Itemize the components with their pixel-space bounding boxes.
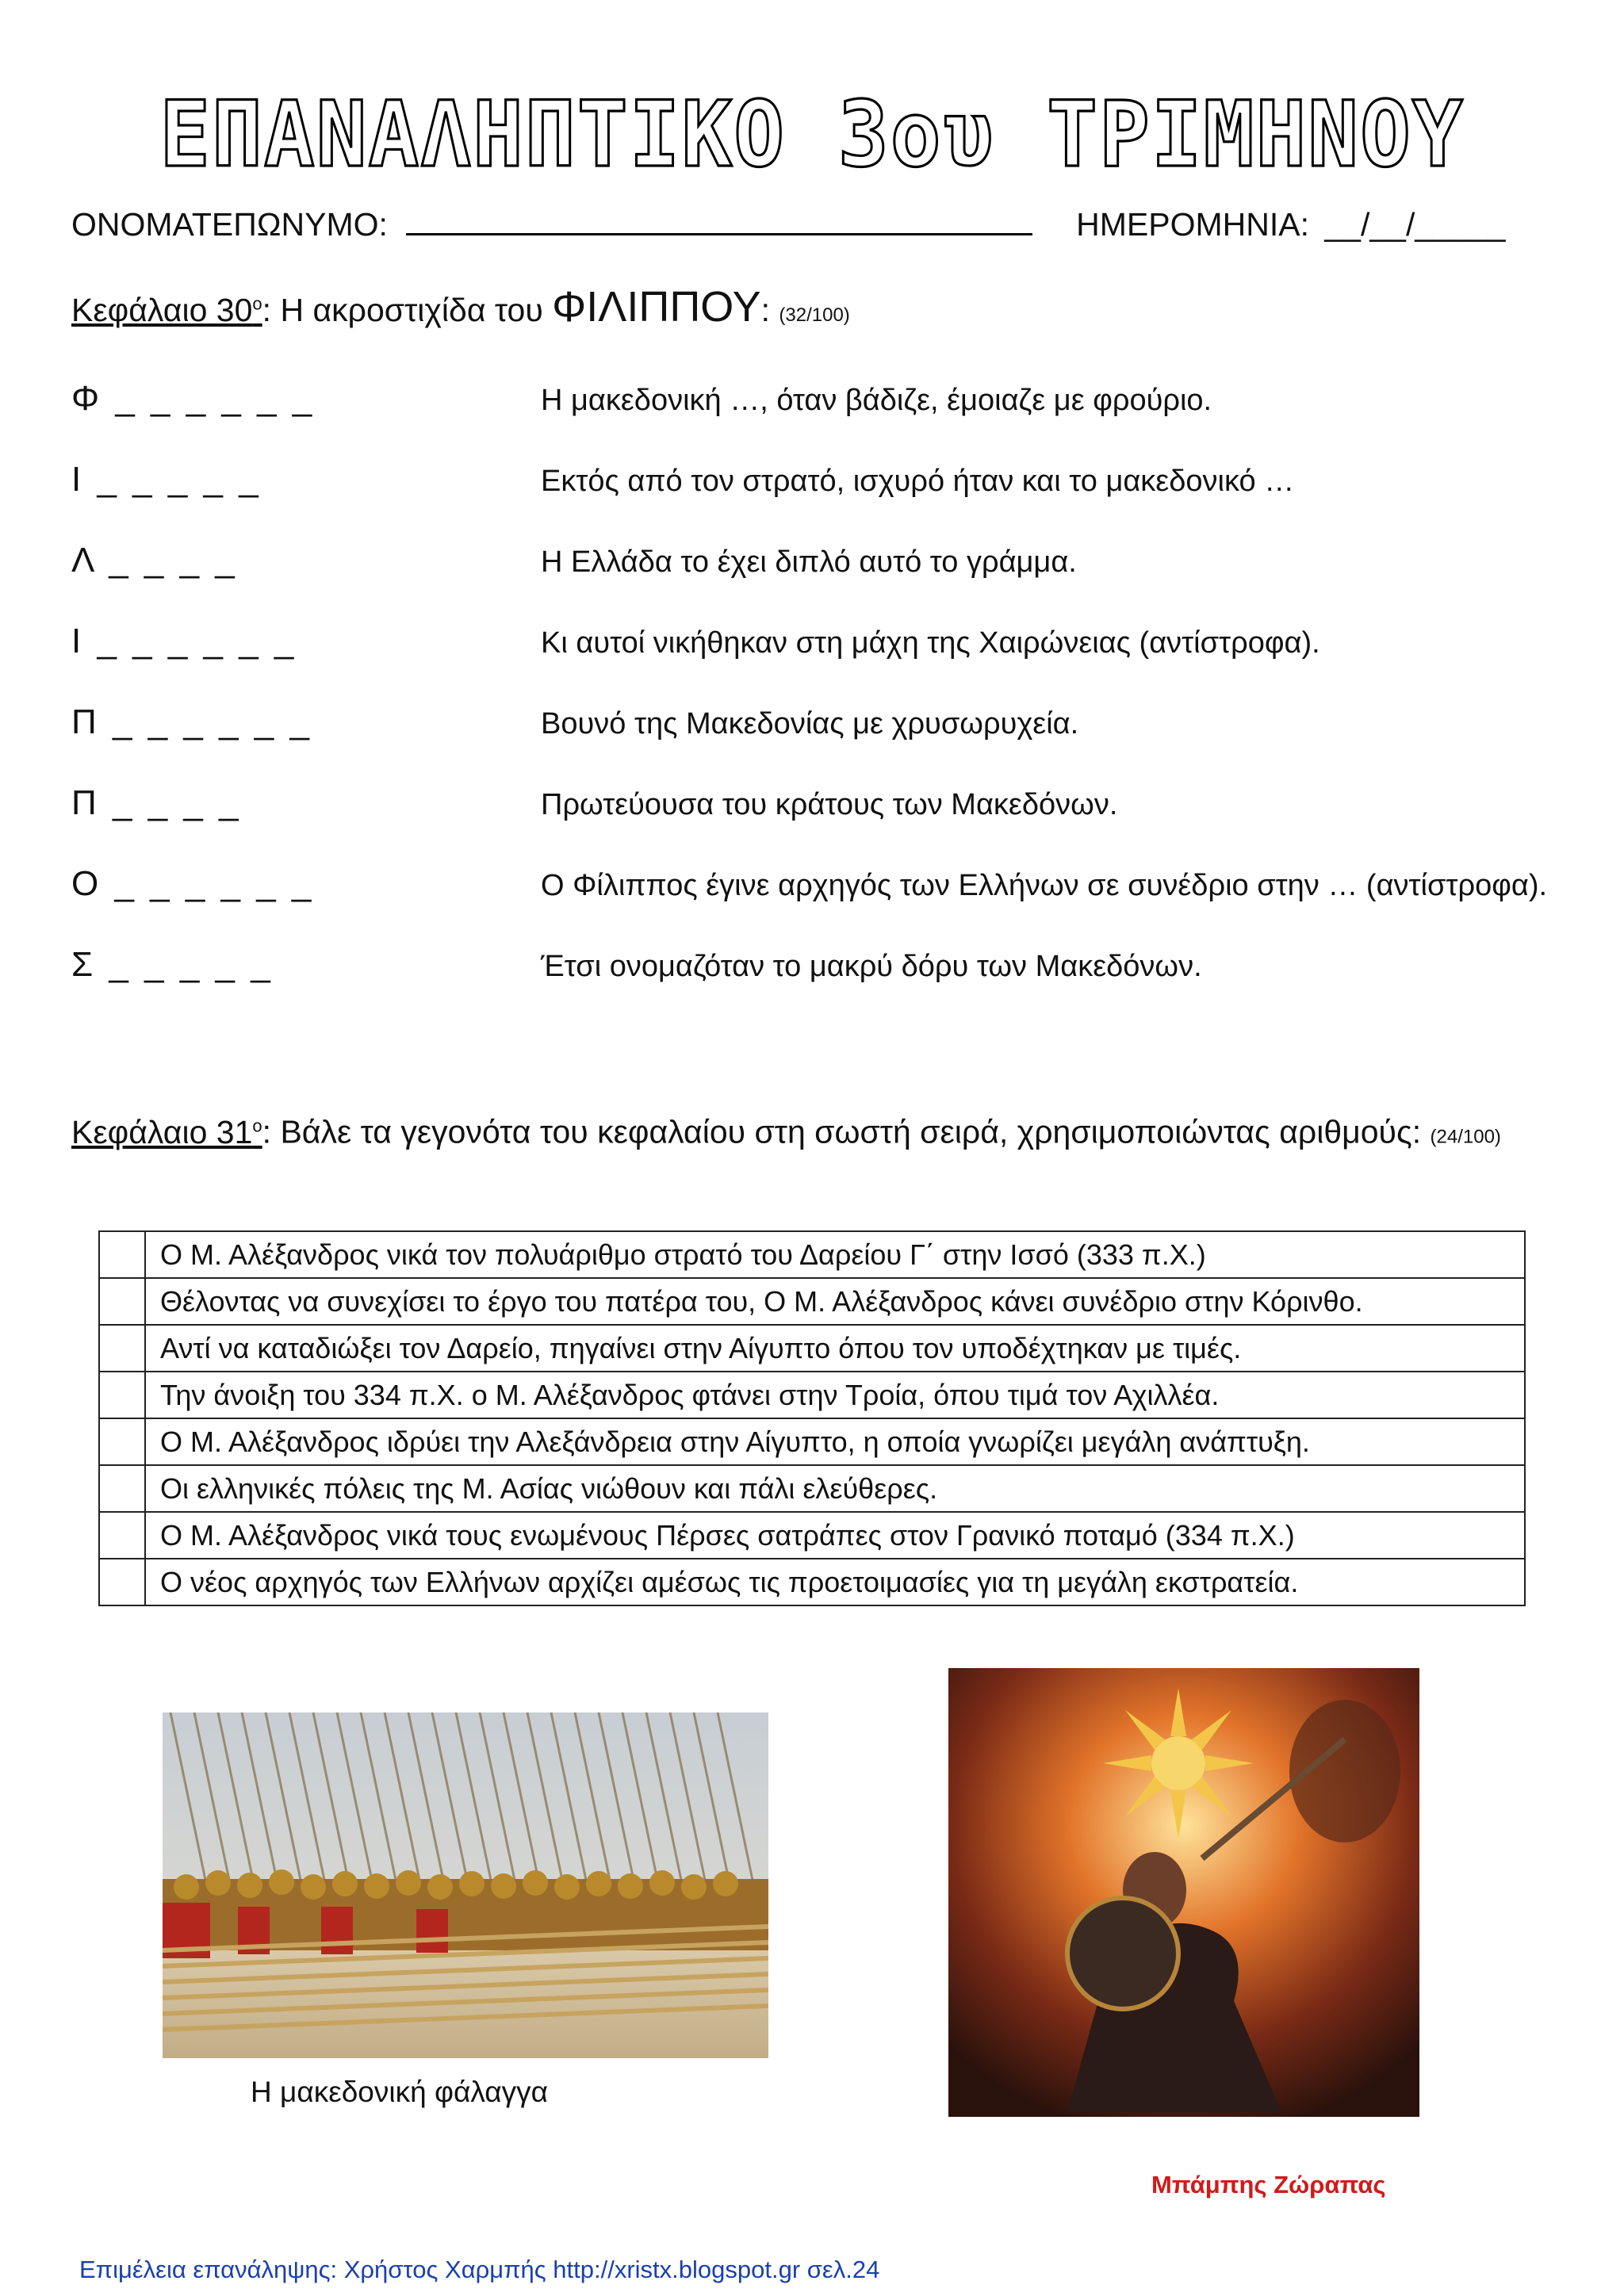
acrostic-clue: Έτσι ονομαζόταν το μακρύ δόρυ των Μακεδόνων. (541, 950, 1202, 983)
alexander-painting (948, 1668, 1419, 2117)
order-number-cell[interactable] (99, 1559, 145, 1605)
section1-chapter: Κεφάλαιο $30^o$ (71, 292, 262, 328)
name-label: ΟΝΟΜΑΤΕΠΩΝΥΜΟ: (71, 206, 388, 243)
order-number-cell[interactable] (99, 1418, 145, 1465)
name-blank-line[interactable] (406, 205, 1032, 235)
acrostic-letter-blanks[interactable]: Σ _ _ _ _ _ (71, 945, 274, 984)
acrostic-letter-blanks[interactable]: Π _ _ _ _ _ _ (71, 702, 312, 741)
alexander-illustration (948, 1668, 1419, 2117)
event-text-cell: Την άνοιξη του 334 π.Χ. ο Μ. Αλέξανδρος φτάνει στην Τροία, όπου τιμά τον Αχιλλέα. (145, 1372, 1525, 1418)
order-number-cell[interactable] (99, 1465, 145, 1512)
artist-signature: Μπάμπης Ζώραπας (1151, 2171, 1386, 2198)
section1-title: Κεφάλαιο $30^o$: Η ακροστιχίδα του ΦΙΛΙΠΠΟΥ: (32/100) (71, 283, 850, 331)
order-number-cell[interactable] (99, 1325, 145, 1372)
acrostic-clue: Κι αυτοί νικήθηκαν στη μάχη της Χαιρώνειας (αντίστροφα). (541, 626, 1320, 660)
acrostic-letter-blanks[interactable]: Ο _ _ _ _ _ _ (71, 864, 315, 903)
order-number-cell[interactable] (99, 1278, 145, 1325)
acrostic-letter-blanks[interactable]: Π _ _ _ _ (71, 783, 242, 822)
acrostic-word: ΦΙΛΙΠΠΟΥ (552, 283, 761, 331)
acrostic-row (71, 864, 1562, 912)
section2-chapter: Κεφάλαιο $31^o$ (71, 1113, 262, 1150)
acrostic-clue: Πρωτεύουσα του κράτους των Μακεδόνων. (541, 788, 1118, 821)
section1-points: (32/100) (779, 304, 850, 326)
acrostic-row (71, 379, 1562, 427)
phalanx-caption: Η μακεδονική φάλαγγα (251, 2076, 549, 2108)
date-blank[interactable]: __/__/_____ (1324, 206, 1506, 243)
order-number-cell[interactable] (99, 1231, 145, 1278)
acrostic-clue: Ο Φίλιππος έγινε αρχηγός των Ελλήνων σε συνέδριο στην … (αντίστροφα). (541, 869, 1548, 902)
event-text-cell: Οι ελληνικές πόλεις της Μ. Ασίας νιώθουν και πάλι ελεύθερες. (145, 1465, 1525, 1512)
event-text-cell: Ο νέος αρχηγός των Ελλήνων αρχίζει αμέσως τις προετοιμασίες για τη μεγάλη εκστρατεία. (145, 1559, 1525, 1605)
phalanx-image (163, 1712, 768, 2058)
table-row (99, 1465, 1525, 1512)
table-row (99, 1418, 1525, 1465)
table-row (99, 1372, 1525, 1418)
date-label: ΗΜΕΡΟΜΗΝΙΑ: (1076, 206, 1309, 243)
acrostic-letter-blanks[interactable]: Ι _ _ _ _ _ (71, 460, 262, 499)
acrostic-row (71, 541, 1562, 588)
order-number-cell[interactable] (99, 1372, 145, 1418)
footer-credit[interactable]: Επιμέλεια επανάληψης: Χρήστος Χαρμπής http://xristx.blogspot.gr σελ.24 (79, 2256, 880, 2283)
acrostic-letter-blanks[interactable]: Φ _ _ _ _ _ _ (71, 379, 316, 418)
acrostic-letter-blanks[interactable]: Λ _ _ _ _ (71, 541, 238, 580)
acrostic-row (71, 783, 1562, 831)
acrostic-clue: Η μακεδονική …, όταν βάδιζε, έμοιαζε με φρούριο. (541, 384, 1212, 417)
events-order-table (98, 1230, 1526, 1606)
acrostic-clue: Εκτός από τον στρατό, ισχυρό ήταν και το μακεδονικό … (541, 465, 1295, 498)
table-row (99, 1278, 1525, 1325)
acrostic-clue: Βουνό της Μακεδονίας με χρυσωρυχεία. (541, 707, 1079, 740)
table-row (99, 1231, 1525, 1278)
acrostic-row (71, 460, 1562, 507)
student-info-row (71, 205, 1505, 243)
acrostic-letter-blanks[interactable]: Ι _ _ _ _ _ _ (71, 622, 297, 660)
section2-points: (24/100) (1430, 1126, 1501, 1148)
table-row (99, 1512, 1525, 1559)
event-text-cell: Αντί να καταδιώξει τον Δαρείο, πηγαίνει στην Αίγυπτο όπου τον υποδέχτηκαν με τιμές. (145, 1325, 1525, 1372)
event-text-cell: Θέλοντας να συνεχίσει το έργο του πατέρα του, Ο Μ. Αλέξανδρος κάνει συνέδριο στην Κόρινθο. (145, 1278, 1525, 1325)
acrostic-row (71, 622, 1562, 669)
page-title: ΕΠΑΝΑΛΗΠΤΙΚΟ 3ου ΤΡΙΜΗΝΟΥ (159, 82, 1465, 187)
event-text-cell: Ο Μ. Αλέξανδρος νικά τον πολυάριθμο στρατό του Δαρείου Γ΄ στην Ισσό (333 π.Χ.) (145, 1231, 1525, 1278)
table-row (99, 1325, 1525, 1372)
phalanx-illustration (163, 1712, 768, 2058)
acrostic-row (71, 702, 1562, 750)
acrostic-clue: Η Ελλάδα το έχει διπλό αυτό το γράμμα. (541, 545, 1077, 579)
event-text-cell: Ο Μ. Αλέξανδρος νικά τους ενωμένους Πέρσες σατράπες στον Γρανικό ποταμό (334 π.Χ.) (145, 1512, 1525, 1559)
order-number-cell[interactable] (99, 1512, 145, 1559)
section2-title: Κεφάλαιο $31^o$: Βάλε τα γεγονότα του κεφαλαίου στη σωστή σειρά, χρησιμοποιώντας αριθμούς: (24/100) (71, 1113, 1501, 1150)
table-row (99, 1559, 1525, 1605)
vergina-sun-icon (1103, 1688, 1254, 1839)
event-text-cell: Ο Μ. Αλέξανδρος ιδρύει την Αλεξάνδρεια στην Αίγυπτο, η οποία γνωρίζει μεγάλη ανάπτυξη. (145, 1418, 1525, 1465)
acrostic-row (71, 945, 1562, 993)
